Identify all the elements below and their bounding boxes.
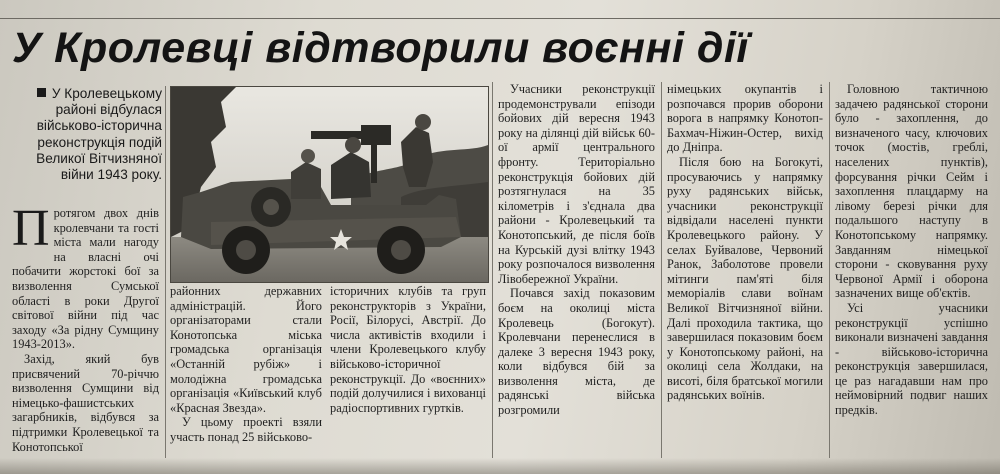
bullet-square-icon bbox=[37, 88, 46, 97]
page-bottom-shadow bbox=[0, 458, 1000, 474]
article-headline: У Кролевці відтворили воєнні дії bbox=[12, 24, 749, 72]
paragraph: німецьких окупантів і розпочався прорив оборони ворога в напрямку Конотоп-Бахмач-Ніжин-Остер, вихід до Дніпра. bbox=[667, 82, 823, 155]
column-rule bbox=[829, 82, 830, 458]
column-rule bbox=[661, 82, 662, 458]
article-column-6 bbox=[835, 82, 988, 458]
paragraph: Після бою на Богокуті, просуваючись у напрямку руху радянських військ, учасники реконструкції відвідали населені пункти Кролевецького району. У селах Буйвалове, Червоний Ранок, Заболотове провели мітинги пам'яті біля меморіалів слави воїнам Великої Вітчизняної війни. Далі проходила тактика, що завершилася показовим боєм у Конотопському районі, на околиці села Жолдаки, на висоті, біля братської могили радянських воїнів. bbox=[667, 154, 823, 403]
article-lead bbox=[12, 86, 162, 183]
article-column-1 bbox=[12, 206, 159, 458]
drop-cap: П bbox=[12, 206, 50, 257]
article-column-4 bbox=[498, 82, 655, 458]
jeep-photo-image bbox=[171, 87, 488, 282]
paragraph: Учасники реконструкції продемонстрували епізоди бойових дій вересня 1943 року на ділянці дій військ 60-ої армії центрального фронту. Територіально реконструкція бойових дій розтягнулася на 35 кілометрів і з'єднала два райони - Кролевецький та Конотопський, де після боїв на Курській дузі влітку 1943 року розпочалося визволення Лівобережної України. bbox=[498, 82, 655, 286]
article-column-5 bbox=[667, 82, 823, 458]
article-photo bbox=[170, 86, 489, 283]
paragraph: У цьому проекті взяли участь понад 25 військово- bbox=[170, 415, 322, 444]
paragraph: Захід, який був присвячений 70-річчю визволення Сумщини від німецько-фашистських загарбників, відбувся за підтримки Кролевецької та Конотопської bbox=[12, 351, 159, 454]
article-column-2 bbox=[170, 284, 322, 458]
paragraph: Усі учасники реконструкції успішно виконали визначені завдання - військово-історична реконструкція завершилася, це раз нагадавши нам про неймовірний подвиг наших предків. bbox=[835, 300, 988, 418]
paragraph: районних державних адміністрацій. Його організаторами стали Конотопська міська громадська організація «Останній рубіж» і молодіжна громадська організація «Київський клуб «Красная Звезда». bbox=[170, 284, 322, 415]
paragraph: Головною тактичною задачею радянської сторони було - захоплення, до визначеного часу, ключових точок (мостів, греблі, населених пунктів), форсування річки Сейм і захоплення плацдарму на лівому березі річки для подальшого наступу в Конотопському напрямку. Завданням німецької сторони - сковування руху Червоної Армії і оборона зазначених вище об'єктів. bbox=[835, 82, 988, 301]
article-column-3 bbox=[330, 284, 486, 458]
column-rule bbox=[492, 82, 493, 458]
column-rule bbox=[165, 86, 166, 458]
paragraph bbox=[12, 206, 159, 352]
top-divider bbox=[0, 18, 1000, 19]
paragraph: історичних клубів та груп реконструкторів з України, Росії, Білорусі, Австрії. До числа активістів входили і члени Кролевецького клубу військово-історичної реконструкції. До «воєнних» подій долучилися і вихованці радіоспортивних гуртків. bbox=[330, 284, 486, 415]
paragraph-text: ротягом двох днів кролевчани та гості міста мали нагоду на власні очі побачити жорстокі бої за визволення Сумської області в роки Другої світової війни під час заходу «За рідну Сумщину 1943-2013». bbox=[12, 206, 159, 352]
paragraph: Почався захід показовим боєм на околиці міста Кролевець (Богокут). Кролевчани перенеслися в далеке 3 вересня 1943 року, коли відбувся бій за визволення міста, де радянські війська розгромили bbox=[498, 286, 655, 418]
lead-text: У Кролевецькому районі відбулася військово-історична реконструкція подій Великої Вітчизняної війни 1943 року. bbox=[36, 86, 162, 183]
